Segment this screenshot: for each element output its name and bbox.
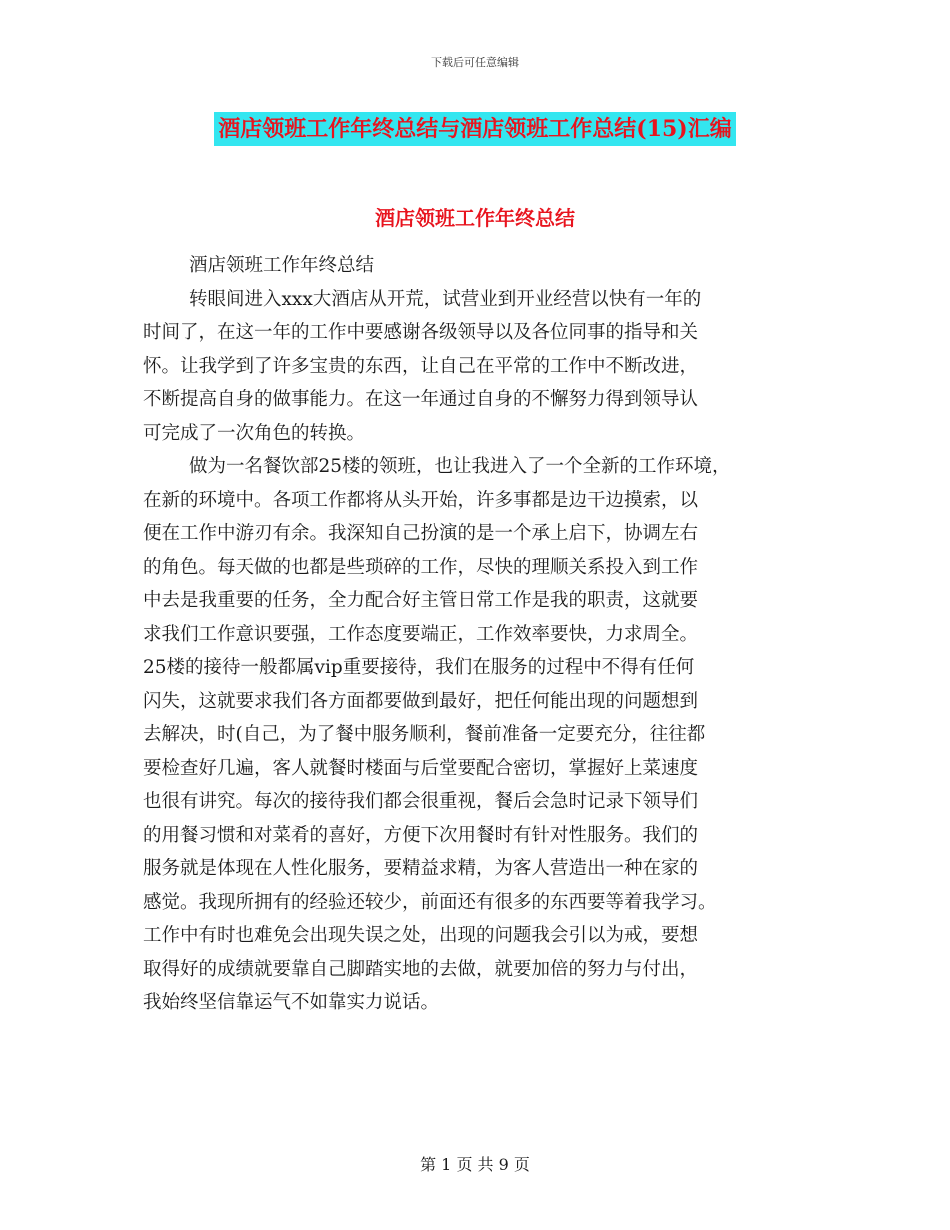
text-line: 感觉。我现所拥有的经验还较少，前面还有很多的东西要等着我学习。 [143,891,717,913]
doc-title: 酒店领班工作年终总结与酒店领班工作总结(15)汇编 [214,112,735,146]
text-line: 时间了，在这一年的工作中要感谢各级领导以及各位同事的指导和关 [143,322,699,343]
text-line: 求我们工作意识要强，工作态度要端正，工作效率要快，力求周全。 [143,623,699,645]
text-line: 要检查好几遍，客人就餐时楼面与后堂要配合密切，掌握好上菜速度 [143,757,699,779]
text-line: 取得好的成绩就要靠自己脚踏实地的去做，就要加倍的努力与付出， [143,958,699,980]
text-line: 便在工作中游刃有余。我深知自己扮演的是一个承上启下，协调左右 [143,523,699,544]
body-text [143,249,815,1020]
doc-title-container [0,112,950,146]
text-line: 25楼的接待一般都属vip重要接待，我们在服务的过程中不得有任何 [143,657,695,678]
text-line: 中去是我重要的任务，全力配合好主管日常工作是我的职责，这就要 [143,590,699,611]
text-line: 去解决，时(自己，为了餐中服务顺利，餐前准备一定要充分，往往都 [143,724,706,745]
page-footer: 第 1 页 共 9 页 [420,1155,530,1174]
text-line: 也很有讲究。每次的接待我们都会很重视，餐后会急时记录下领导们 [143,791,699,812]
section-title: 酒店领班工作年终总结 [375,206,575,230]
text-line: 怀。让我学到了许多宝贵的东西，让自己在平常的工作中不断改进， [143,355,699,377]
text-line: 转眼间进入xxx大酒店从开荒，试营业到开业经营以快有一年的 [189,288,702,310]
text-line: 在新的环境中。各项工作都将从头开始，许多事都是边干边摸索，以 [143,489,699,511]
text-line: 可完成了一次角色的转换。 [143,422,366,444]
text-line: 的用餐习惯和对菜肴的喜好，方便下次用餐时有针对性服务。我们的 [143,824,699,846]
text-line: 工作中有时也难免会出现失误之处，出现的问题我会引以为戒，要想 [143,925,699,946]
text-line: 的角色。每天做的也都是些琐碎的工作，尽快的理顺关系投入到工作 [143,556,699,578]
text-line: 做为一名餐饮部25楼的领班，也让我进入了一个全新的工作环境， [189,456,731,477]
text-line: 我始终坚信靠运气不如靠实力说话。 [143,992,440,1013]
text-line: 闪失，这就要求我们各方面都要做到最好，把任何能出现的问题想到 [143,690,699,712]
text-line: 不断提高自身的做事能力。在这一年通过自身的不懈努力得到领导认 [143,389,699,410]
text-line: 酒店领班工作年终总结 [189,255,375,276]
header-note: 下载后可任意编辑 [431,56,519,69]
text-line: 服务就是体现在人性化服务，要精益求精，为客人营造出一种在家的 [143,858,699,879]
